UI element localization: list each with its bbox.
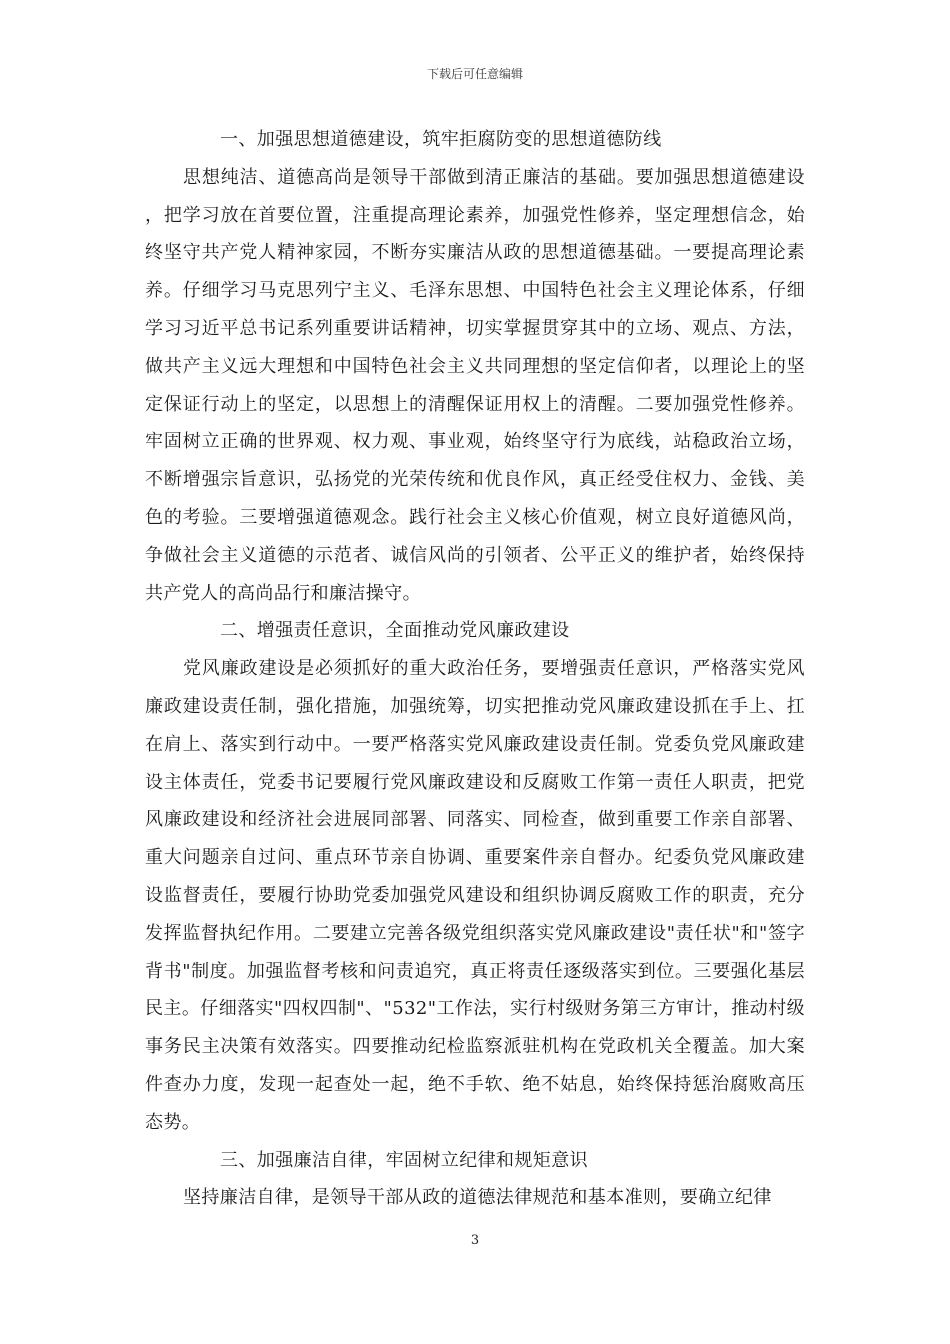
section-paragraph-3: 坚持廉洁自律，是领导干部从政的道德法律规范和基本准则，要确立纪律: [183, 1187, 772, 1209]
section-heading-3: 三、加强廉洁自律，牢固树立纪律和规矩意识: [220, 1149, 588, 1171]
section-paragraph-2: 党风廉政建设是必须抓好的重大政治任务，要增强责任意识，严格落实党风廉政建设责任制，强化措施，加强统筹，切实把推动党风廉政建设抓在手上、扛在肩上、落实到行动中。一要严格落实党风廉政建设责任制。党委负党风廉政建设主体责任，党委书记要履行党风廉政建设和反腐败工作第一责任人职责，把党风廉政建设和经济社会进展同部署、同落实、同检查，做到重要工作亲自部署、重大问题亲自过问、重点环节亲自协调、重要案件亲自督办。纪委负党风廉政建设监督责任，要履行协助党委加强党风建设和组织协调反腐败工作的职责，充分发挥监督执纪作用。二要建立完善各级党组织落实党风廉政建设"责任状"和"签字背书"制度。加强监督考核和问责追究，真正将责任逐级落实到位。三要强化基层民主。仔细落实"四权四制"、"532"工作法，实行村级财务第三方审计，推动村级事务民主决策有效落实。四要推动纪检监察派驻机构在党政机关全覆盖。加大案件查办力度，发现一起查处一起，绝不手软、绝不姑息，始终保持惩治腐败高压态势。: [145, 658, 805, 1133]
document-body: [145, 121, 805, 1217]
section-heading-1: 一、加强思想道德建设，筑牢拒腐防变的思想道德防线: [220, 129, 662, 150]
section-paragraph-1: 思想纯洁、道德高尚是领导干部做到清正廉洁的基础。要加强思想道德建设，把学习放在首要位置，注重提高理论素养，加强党性修养，坚定理想信念，始终坚守共产党人精神家园，不断夯实廉洁从政的思想道德基础。一要提高理论素养。仔细学习马克思列宁主义、毛泽东思想、中国特色社会主义理论体系，仔细学习习近平总书记系列重要讲话精神，切实掌握贯穿其中的立场、观点、方法，做共产主义远大理想和中国特色社会主义共同理想的坚定信仰者，以理论上的坚定保证行动上的坚定，以思想上的清醒保证用权上的清醒。二要加强党性修养。牢固树立正确的世界观、权力观、事业观，始终坚守行为底线，站稳政治立场，不断增强宗旨意识，弘扬党的光荣传统和优良作风，真正经受住权力、金钱、美色的考验。三要增强道德观念。践行社会主义核心价值观，树立良好道德风尚，争做社会主义道德的示范者、诚信风尚的引领者、公平正义的维护者，始终保持共产党人的高尚品行和廉洁操守。: [145, 166, 805, 604]
page-header: 下载后可任意编辑: [426, 67, 523, 81]
section-heading-2: 二、增强责任意识，全面推动党风廉政建设: [220, 620, 570, 642]
page-number: 3: [470, 1233, 480, 1248]
